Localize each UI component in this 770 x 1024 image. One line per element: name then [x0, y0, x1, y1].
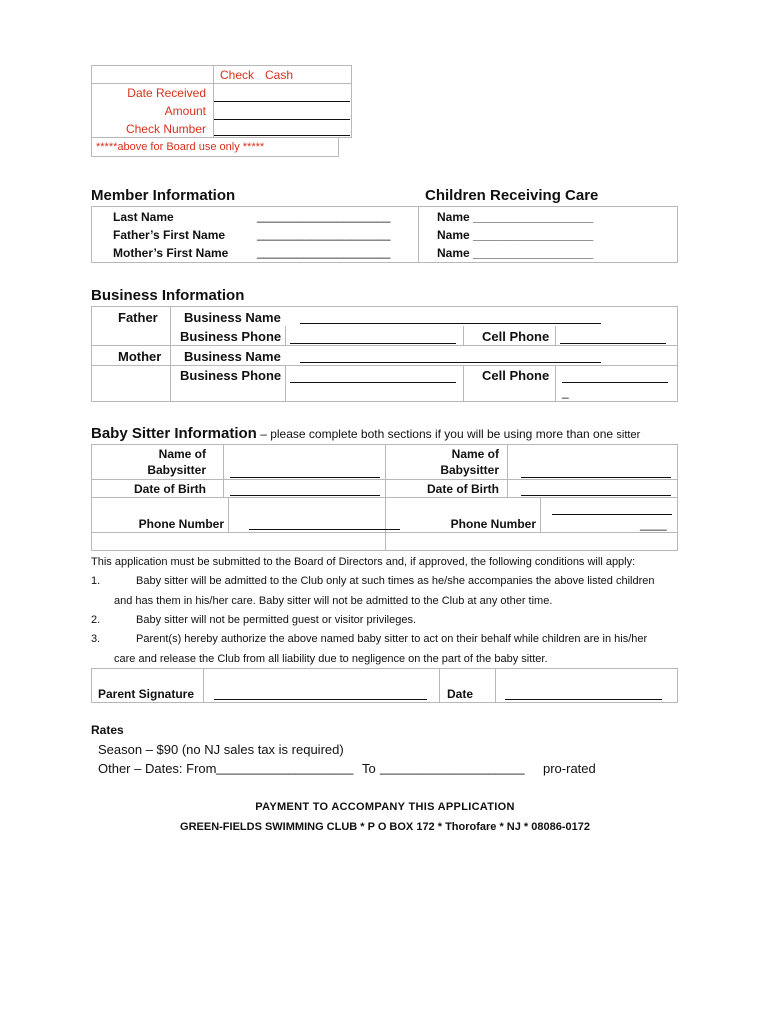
parent-signature-field[interactable]: [214, 699, 427, 700]
business-info-title: Business Information: [91, 287, 245, 304]
stray-underscore: _: [562, 385, 569, 399]
fathers-first-name-field[interactable]: ____________________: [257, 227, 391, 241]
condition-1-number: 1.: [91, 575, 101, 587]
other-dates-from-field[interactable]: ___________________: [216, 760, 354, 775]
child-name-field-3[interactable]: Name __________________: [437, 246, 594, 260]
fathers-first-name-label: Father’s First Name: [113, 228, 226, 242]
father-cell-phone-label: Cell Phone: [482, 329, 550, 344]
babysitter2-babysitter-label: Babysitter: [440, 463, 499, 477]
babysitter-heading: [91, 425, 640, 442]
father-business-phone-label: Business Phone: [180, 329, 282, 344]
babysitter2-phone-field[interactable]: [552, 514, 672, 515]
father-business-name-field[interactable]: [300, 323, 601, 324]
babysitter1-name-field[interactable]: [230, 477, 380, 478]
condition-2-text: Baby sitter will not be permitted guest or visitor privileges.: [136, 614, 417, 626]
check-label: Check: [220, 68, 255, 82]
date-received-label: Date Received: [127, 86, 206, 100]
babysitter1-phone-label: Phone Number: [138, 517, 224, 531]
signature-date-label: Date: [447, 687, 474, 701]
parent-signature-label: Parent Signature: [98, 687, 195, 701]
babysitter-subtitle: – please complete both sections if you will be using more than one: [260, 427, 614, 441]
babysitter1-phone-field[interactable]: [249, 529, 400, 530]
father-business-name-label: Business Name: [184, 310, 281, 325]
babysitter-subtitle-end: sitter: [616, 429, 641, 441]
season-rate-line: Season – $90 (no NJ sales tax is required): [98, 742, 344, 757]
babysitter-title: Baby Sitter Information: [91, 425, 257, 442]
father-cell-phone-field[interactable]: [560, 343, 666, 344]
mothers-first-name-label: Mother’s First Name: [113, 246, 229, 260]
other-dates-label: Other – Dates: From: [98, 761, 217, 776]
mother-business-name-field[interactable]: [300, 362, 601, 363]
father-label: Father: [118, 310, 158, 325]
prorated-label: pro-rated: [543, 761, 596, 776]
mother-business-phone-field[interactable]: [290, 382, 456, 383]
babysitter1-name-of-label: Name of: [158, 447, 206, 461]
mother-cell-phone-label: Cell Phone: [482, 368, 550, 383]
condition-3-number: 3.: [91, 633, 101, 645]
condition-1-text: Baby sitter will be admitted to the Club only at such times as he/she accompanies the above listed children: [136, 575, 655, 587]
cash-label: Cash: [265, 68, 294, 82]
babysitter2-phone-label: Phone Number: [450, 517, 536, 531]
payment-notice: PAYMENT TO ACCOMPANY THIS APPLICATION: [255, 801, 515, 813]
child-name-field-2[interactable]: Name __________________: [437, 228, 594, 242]
condition-3-continuation: care and release the Club from all liability due to negligence on the part of the baby sitter.: [114, 653, 548, 665]
business-info-box: [91, 306, 678, 402]
other-dates-to-label: To: [362, 761, 376, 776]
children-title: Children Receiving Care: [425, 187, 599, 204]
mother-label: Mother: [118, 349, 162, 364]
babysitter1-dob-field[interactable]: [230, 495, 380, 496]
child-name-field-1[interactable]: Name __________________: [437, 210, 594, 224]
rates-title: Rates: [91, 723, 124, 737]
mothers-first-name-field[interactable]: ____________________: [257, 245, 391, 259]
board-use-note: *****above for Board use only *****: [96, 141, 265, 153]
member-info-title: Member Information: [91, 187, 236, 204]
condition-3-text: Parent(s) hereby authorize the above named baby sitter to act on their behalf while children are in his/her: [136, 633, 648, 645]
check-number-label: Check Number: [125, 122, 206, 136]
club-address: GREEN-FIELDS SWIMMING CLUB * P O BOX 172 * Thorofare * NJ * 08086-0172: [180, 821, 590, 833]
father-business-phone-field[interactable]: [290, 343, 456, 344]
babysitter2-dob-field[interactable]: [521, 495, 671, 496]
mother-cell-phone-field[interactable]: [562, 382, 668, 383]
condition-2-number: 2.: [91, 614, 101, 626]
last-name-label: Last Name: [113, 210, 174, 224]
babysitter2-name-field[interactable]: [521, 477, 671, 478]
last-name-field[interactable]: ____________________: [257, 209, 391, 223]
babysitter2-phone-short-blank: ____: [640, 517, 667, 531]
babysitter2-name-of-label: Name of: [451, 447, 499, 461]
conditions-intro: This application must be submitted to the Board of Directors and, if approved, the following conditions will apply:: [91, 556, 636, 568]
mother-business-name-label: Business Name: [184, 349, 281, 364]
mother-business-phone-label: Business Phone: [180, 368, 282, 383]
signature-date-field[interactable]: [505, 699, 662, 700]
amount-label: Amount: [164, 104, 206, 118]
babysitter1-babysitter-label: Babysitter: [147, 463, 206, 477]
babysitter1-dob-label: Date of Birth: [134, 482, 206, 496]
other-dates-to-field[interactable]: ____________________: [380, 760, 525, 775]
condition-1-continuation: and has them in his/her care. Baby sitter will not be admitted to the Club at any other time.: [114, 595, 553, 607]
babysitter2-dob-label: Date of Birth: [427, 482, 499, 496]
